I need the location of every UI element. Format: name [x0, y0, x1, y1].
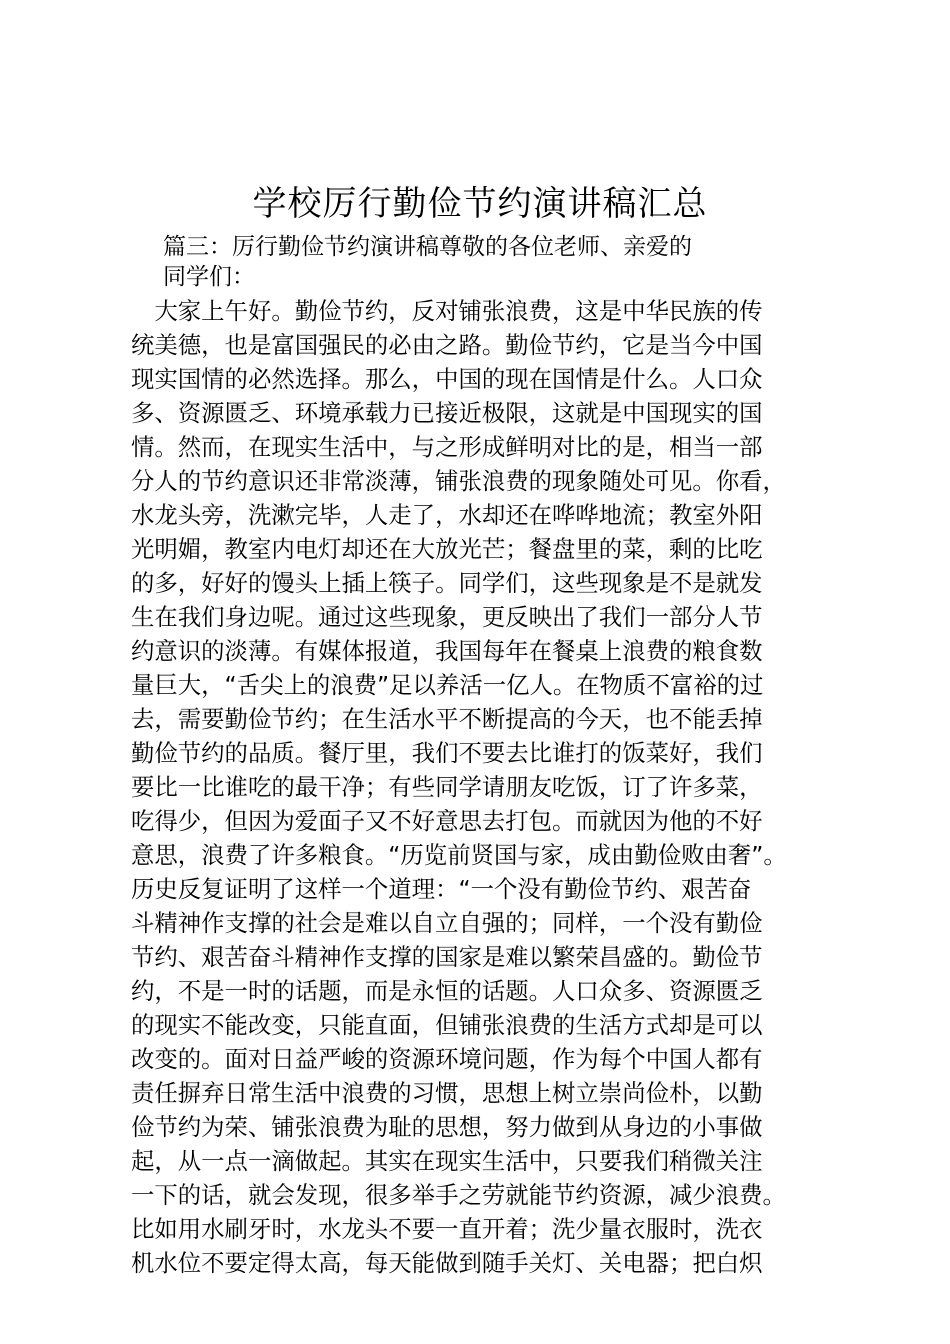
- body-line: 大家上午好。勤俭节约，反对铺张浪费，这是中华民族的传: [131, 297, 763, 325]
- body-line: 的多，好好的馒头上插上筷子。同学们，这些现象是不是就发: [131, 569, 763, 597]
- body-line: 统美德，也是富国强民的必由之路。勤俭节约，它是当今中国: [131, 331, 763, 359]
- body-line: 水龙头旁，洗漱完毕，人走了，水却还在哗哗地流；教室外阳: [131, 501, 763, 529]
- body-line: 改变的。面对日益严峻的资源环境问题，作为每个中国人都有: [131, 1045, 763, 1073]
- body-line: 责任摒弃日常生活中浪费的习惯，思想上树立崇尚俭朴，以勤: [131, 1079, 763, 1107]
- body-line: 比如用水刷牙时，水龙头不要一直开着；洗少量衣服时，洗衣: [131, 1215, 763, 1243]
- body-line: 斗精神作支撑的社会是难以自立自强的；同样，一个没有勤俭: [131, 909, 763, 937]
- body-line: 一下的话，就会发现，很多举手之劳就能节约资源，减少浪费。: [131, 1181, 786, 1209]
- body-line: 去，需要勤俭节约；在生活水平不断提高的今天，也不能丢掉: [131, 705, 763, 733]
- body-line: 情。然而，在现实生活中，与之形成鲜明对比的是，相当一部: [131, 433, 763, 461]
- body-line: 量巨大，“舌尖上的浪费”足以养活一亿人。在物质不富裕的过: [131, 671, 764, 699]
- document-title: 学校厉行勤俭节约演讲稿汇总: [252, 184, 708, 224]
- body-line: 分人的节约意识还非常淡薄，铺张浪费的现象随处可见。你看，: [131, 467, 786, 495]
- section-heading-line: 篇三：厉行勤俭节约演讲稿尊敬的各位老师、亲爱的: [163, 234, 692, 260]
- body-line: 历史反复证明了这样一个道理：“一个没有勤俭节约、艰苦奋: [131, 875, 752, 903]
- body-line: 多、资源匮乏、环境承载力已接近极限，这就是中国现实的国: [131, 399, 763, 427]
- body-line: 要比一比谁吃的最干净；有些同学请朋友吃饭，订了许多菜，: [131, 773, 763, 801]
- body-line: 俭节约为荣、铺张浪费为耻的思想，努力做到从身边的小事做: [131, 1113, 763, 1141]
- body-line: 机水位不要定得太高，每天能做到随手关灯、关电器；把白炽: [131, 1249, 763, 1277]
- body-line: 勤俭节约的品质。餐厅里，我们不要去比谁打的饭菜好，我们: [131, 739, 763, 767]
- section-heading-line: 同学们：: [163, 264, 255, 290]
- body-line: 光明媚，教室内电灯却还在大放光芒；餐盘里的菜，剩的比吃: [131, 535, 763, 563]
- section-heading: [163, 232, 763, 292]
- body-line: 现实国情的必然选择。那么，中国的现在国情是什么。人口众: [131, 365, 763, 393]
- body-paragraph: [131, 294, 841, 1280]
- body-line: 约意识的淡薄。有媒体报道，我国每年在餐桌上浪费的粮食数: [131, 637, 763, 665]
- body-line: 约，不是一时的话题，而是永恒的话题。人口众多、资源匮乏: [131, 977, 763, 1005]
- body-line: 吃得少，但因为爱面子又不好意思去打包。而就因为他的不好: [131, 807, 763, 835]
- body-line: 生在我们身边呢。通过这些现象，更反映出了我们一部分人节: [131, 603, 763, 631]
- body-line: 起，从一点一滴做起。其实在现实生活中，只要我们稍微关注: [131, 1147, 763, 1175]
- body-line: 意思，浪费了许多粮食。“历览前贤国与家，成由勤俭败由奢”。: [131, 841, 787, 869]
- body-line: 节约、艰苦奋斗精神作支撑的国家是难以繁荣昌盛的。勤俭节: [131, 943, 763, 971]
- body-line: 的现实不能改变，只能直面，但铺张浪费的生活方式却是可以: [131, 1011, 763, 1039]
